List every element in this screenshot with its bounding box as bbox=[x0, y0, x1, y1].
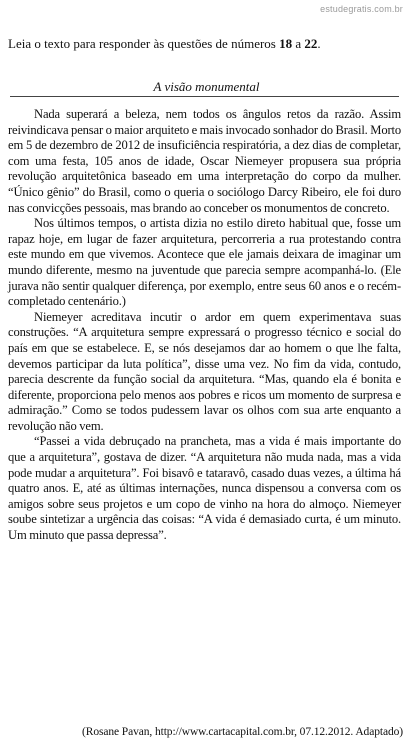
instructions bbox=[8, 36, 403, 52]
question-start-number: 18 bbox=[279, 36, 293, 51]
source-citation: (Rosane Pavan, http://www.cartacapital.com.br, 07.12.2012. Adaptado) bbox=[82, 726, 403, 738]
watermark: estudegratis.com.br bbox=[320, 4, 403, 14]
article-paragraph-3: Niemeyer acreditava incutir o ardor em quem experimentava suas construções. “A arquitetura sempre expressará o progresso técnico e social do país em que se estabelece. E, se nós desejamos dar ao homem o que lhe falta, devemos participar da luta política”, disse uma vez. No fim da vida, contudo, parecia descrente da função social da arquitetura. “Mas, quando ela é bonita e diferente, proporciona pelo menos aos pobres e ricos um momento de surpresa e admiração.” Como se todos pudessem lavar os olhos com sua arte enquanto a revolução não vem. bbox=[8, 309, 401, 433]
instructions-period: . bbox=[317, 36, 321, 51]
article bbox=[8, 79, 401, 544]
instructions-text: Leia o texto para responder às questões de números bbox=[8, 36, 280, 51]
article-title: A visão monumental bbox=[153, 79, 260, 94]
title-divider bbox=[10, 96, 399, 97]
question-end-number: 22 bbox=[304, 36, 318, 51]
article-paragraph-2: Nos últimos tempos, o artista dizia no estilo direto habitual que, fosse um rapaz hoje, em lugar de fazer arquitetura, percorreria a rua protestando contra este mundo em que vivemos. Acontece que ele jamais deixara de imaginar um mundo diferente, mesmo na juventude que parecia sempre acompanhá-lo. (Ele jurava não sentir qualquer diferença, por exemplo, entre seus 60 anos e o recém-completado centenário.) bbox=[8, 216, 401, 309]
article-paragraph-4: “Passei a vida debruçado na prancheta, mas a vida é mais importante do que a arquitetura”, gostava de dizer. “A arquitetura não muda nada, mas a vida pode mudar a arquitetura”. Foi bisavô e tataravô, casado duas vezes, a última há quatro anos. E, até as últimas internações, nunca dispensou a conversa com os amigos sobre seus projetos e um copo de vinho na hora do almoço. Niemeyer soube sintetizar a urgência das coisas: “A vida é demasiado curta, é um minuto. Um minuto que passa depressa”. bbox=[8, 434, 401, 543]
instructions-connector: a bbox=[292, 36, 305, 51]
article-paragraph-1: Nada superará a beleza, nem todos os ângulos retos da razão. Assim reivindicava pensar o maior arquiteto e mais invocado sonhador do Brasil. Morto em 5 de dezembro de 2012 de insuficiência respiratória, a dez dias de completar, com uma festa, 105 anos de idade, Oscar Niemeyer propusera sua própria revolução arquitetônica baseado em uma interpretação do corpo da mulher. “Único gênio” do Brasil, como o queria o sociólogo Darcy Ribeiro, ele foi duro nas convicções pessoais, mas brando ao conceber os monumentos de concreto. bbox=[8, 107, 401, 215]
